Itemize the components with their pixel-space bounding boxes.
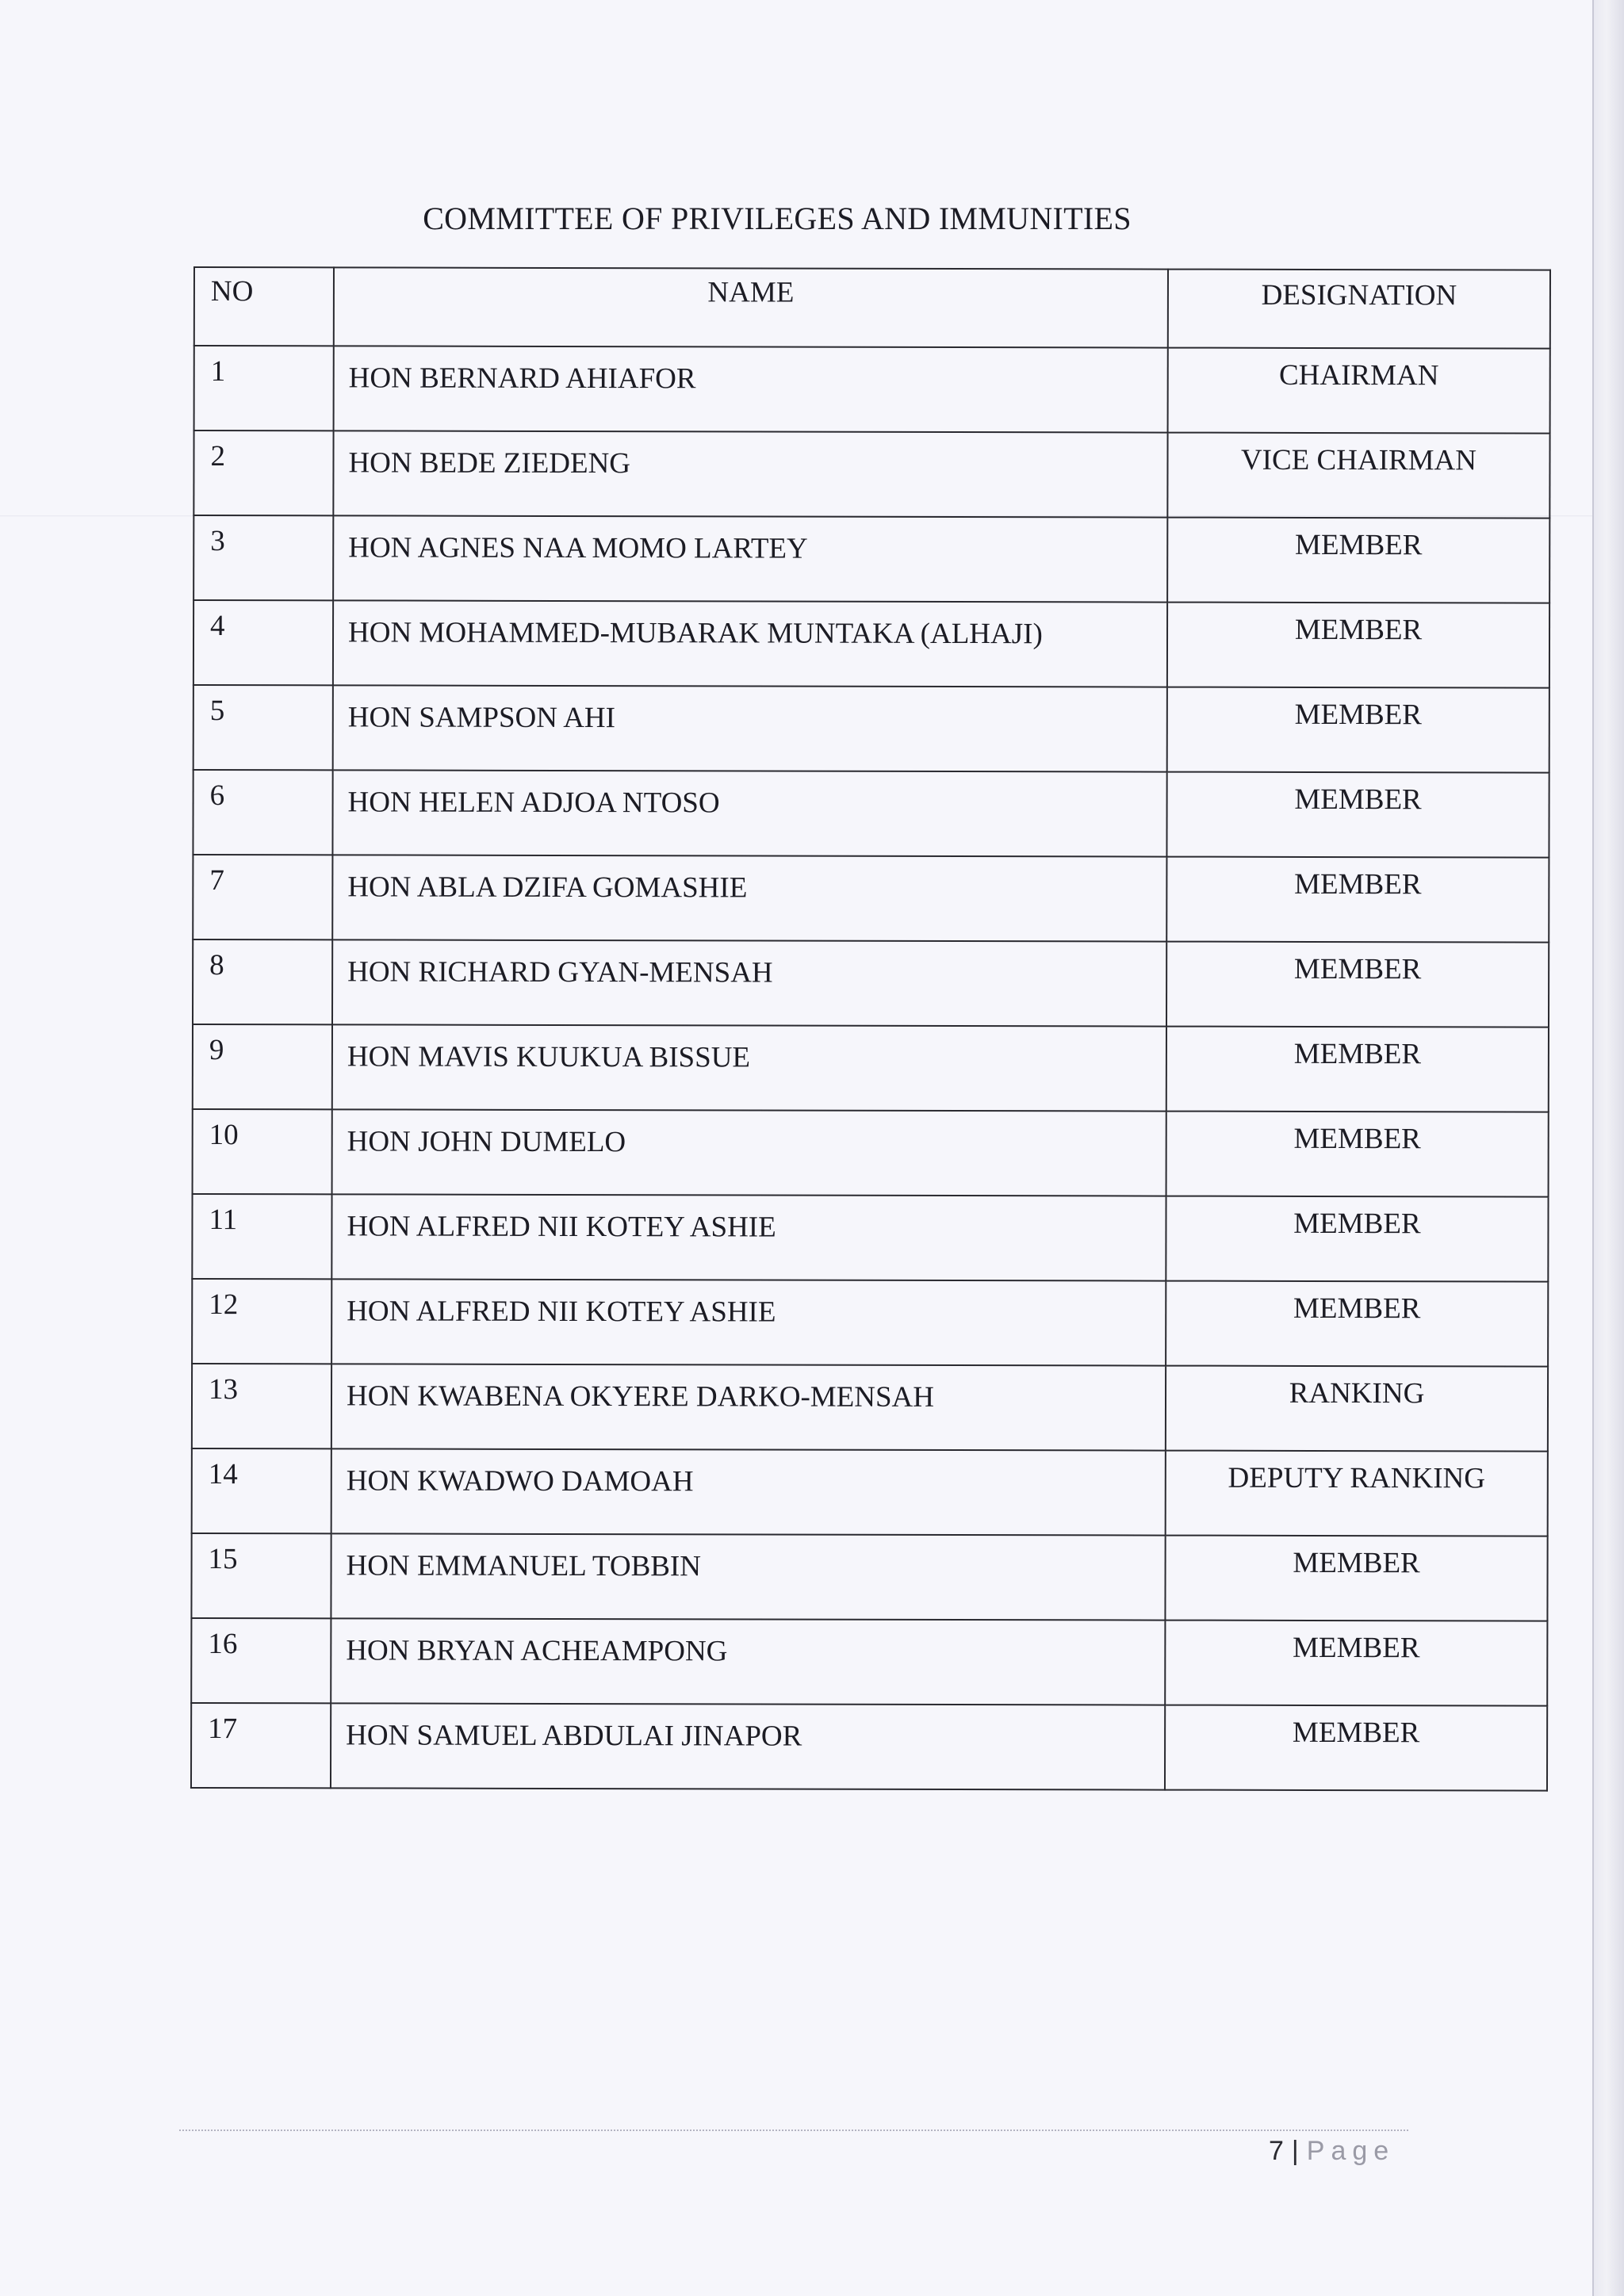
- row-designation: MEMBER: [1167, 687, 1549, 773]
- row-no: 6: [193, 770, 332, 855]
- page-number: 7: [1269, 2136, 1285, 2166]
- table-header-row: [194, 267, 1550, 349]
- row-name: HON HELEN ADJOA NTOSO: [332, 770, 1166, 856]
- table-row: [193, 430, 1549, 519]
- table-row: [193, 770, 1549, 858]
- row-no: 12: [192, 1279, 331, 1364]
- row-designation: MEMBER: [1165, 1705, 1547, 1791]
- row-designation: MEMBER: [1166, 1027, 1549, 1112]
- row-name: HON SAMUEL ABDULAI JINAPOR: [331, 1703, 1165, 1789]
- row-no: 16: [191, 1618, 331, 1703]
- row-no: 3: [193, 515, 333, 600]
- row-name: HON BRYAN ACHEAMPONG: [331, 1618, 1165, 1705]
- page-label: Page: [1306, 2136, 1396, 2166]
- footer-rule: [179, 2130, 1408, 2131]
- row-designation: CHAIRMAN: [1168, 348, 1550, 434]
- table-row: [193, 1109, 1549, 1197]
- row-name: HON KWABENA OKYERE DARKO-MENSAH: [331, 1364, 1166, 1450]
- table-row: [191, 1533, 1547, 1621]
- table-row: [193, 939, 1549, 1027]
- row-designation: MEMBER: [1166, 772, 1549, 858]
- table-row: [192, 1194, 1548, 1282]
- scanned-page-edge: [1592, 0, 1624, 2296]
- row-name: HON BERNARD AHIAFOR: [334, 346, 1168, 432]
- header-name: NAME: [334, 267, 1168, 347]
- header-no: NO: [194, 267, 334, 346]
- row-name: HON ALFRED NII KOTEY ASHIE: [331, 1194, 1166, 1280]
- row-no: 13: [192, 1364, 331, 1448]
- row-no: 4: [193, 600, 333, 685]
- row-name: HON RICHARD GYAN-MENSAH: [332, 939, 1166, 1026]
- header-designation: DESIGNATION: [1168, 270, 1550, 349]
- page-separator: |: [1291, 2136, 1300, 2166]
- table-row: [192, 1279, 1548, 1367]
- row-no: 9: [193, 1024, 332, 1109]
- row-designation: DEPUTY RANKING: [1166, 1451, 1548, 1536]
- table-row: [194, 346, 1550, 434]
- row-name: HON AGNES NAA MOMO LARTEY: [333, 515, 1167, 602]
- committee-title: [0, 200, 1554, 237]
- row-designation: MEMBER: [1166, 1112, 1549, 1197]
- row-designation: MEMBER: [1167, 518, 1549, 603]
- row-designation: MEMBER: [1165, 1536, 1547, 1621]
- row-no: 7: [193, 855, 332, 939]
- row-no: 8: [193, 939, 332, 1024]
- page-footer: [1269, 2136, 1395, 2167]
- table-row: [193, 600, 1549, 688]
- committee-members-table: [190, 266, 1551, 1792]
- row-designation: MEMBER: [1166, 1281, 1548, 1367]
- row-no: 5: [193, 685, 333, 770]
- row-name: HON BEDE ZIEDENG: [333, 430, 1167, 517]
- row-name: HON JOHN DUMELO: [332, 1109, 1166, 1196]
- table-body: [191, 346, 1550, 1791]
- row-no: 11: [192, 1194, 331, 1279]
- row-name: HON EMMANUEL TOBBIN: [331, 1533, 1165, 1620]
- row-no: 10: [193, 1109, 332, 1194]
- row-designation: RANKING: [1166, 1366, 1548, 1452]
- row-designation: MEMBER: [1166, 1196, 1548, 1282]
- row-designation: MEMBER: [1166, 942, 1549, 1027]
- row-no: 17: [191, 1703, 331, 1788]
- table-row: [193, 855, 1549, 943]
- row-designation: VICE CHAIRMAN: [1167, 433, 1549, 519]
- row-name: HON MAVIS KUUKUA BISSUE: [332, 1024, 1166, 1111]
- table-row: [191, 1618, 1547, 1706]
- row-no: 1: [194, 346, 334, 430]
- table-row: [193, 685, 1549, 773]
- row-designation: MEMBER: [1167, 603, 1549, 688]
- committee-title-text: COMMITTEE OF PRIVILEGES AND IMMUNITIES: [423, 201, 1132, 236]
- row-no: 14: [192, 1448, 331, 1533]
- table-row: [193, 1024, 1549, 1112]
- row-name: HON KWADWO DAMOAH: [331, 1448, 1166, 1535]
- row-no: 15: [191, 1533, 331, 1618]
- row-name: HON ALFRED NII KOTEY ASHIE: [331, 1279, 1166, 1365]
- table-row: [193, 515, 1549, 603]
- row-name: HON MOHAMMED-MUBARAK MUNTAKA (ALHAJI): [333, 600, 1167, 687]
- row-name: HON ABLA DZIFA GOMASHIE: [332, 855, 1166, 941]
- table-row: [192, 1448, 1548, 1536]
- row-no: 2: [193, 430, 333, 515]
- row-designation: MEMBER: [1166, 857, 1549, 943]
- row-name: HON SAMPSON AHI: [333, 685, 1167, 771]
- table-row: [192, 1364, 1548, 1452]
- row-designation: MEMBER: [1165, 1621, 1547, 1706]
- table-row: [191, 1703, 1547, 1791]
